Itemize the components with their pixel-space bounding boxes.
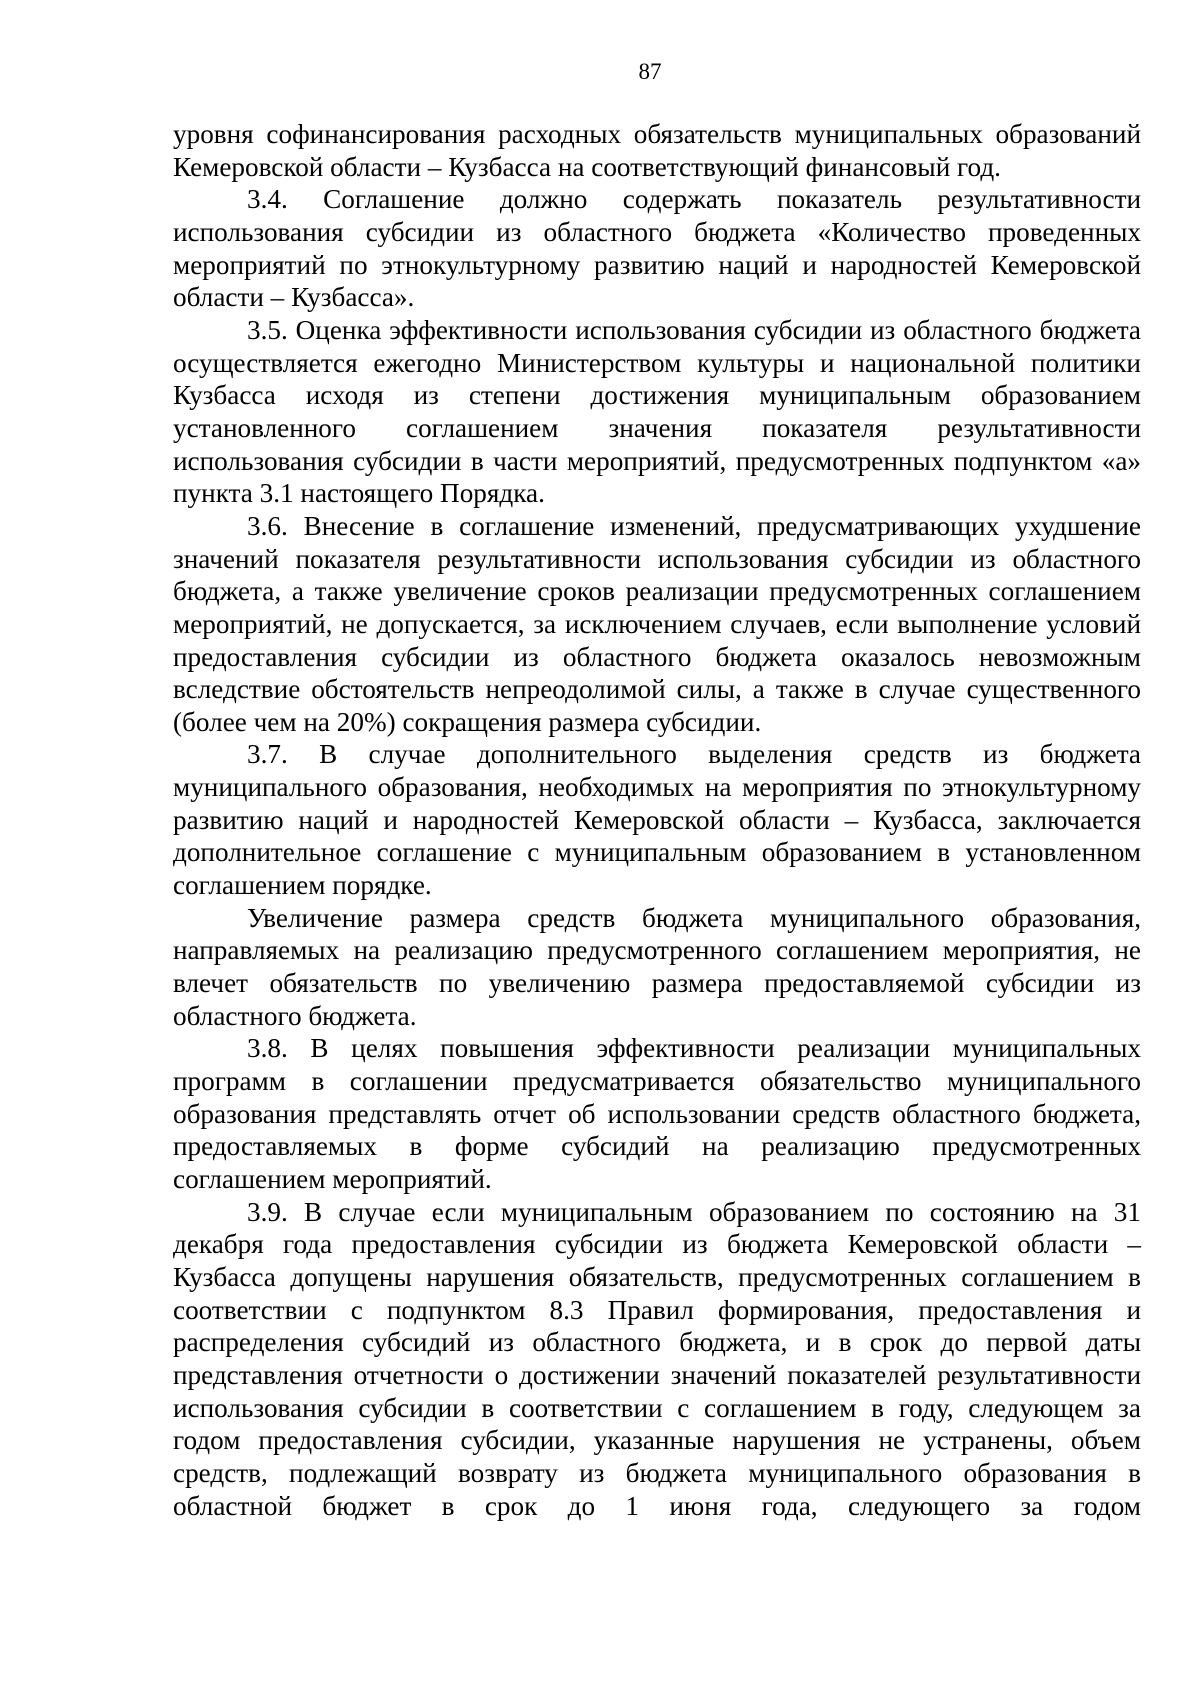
page-number: 87: [638, 59, 662, 84]
document-body: [173, 118, 1141, 1522]
paragraph: 3.5. Оценка эффективности использования субсидии из областного бюджета осуществляется ежегодно Министерством культуры и национальной политики Кузбасса исходя из степени достижения муниципальным образованием установленного соглашением значения показателя результативности использования субсидии в части мероприятий, предусмотренных подпунктом «а» пункта 3.1 настоящего Порядка.: [173, 314, 1141, 509]
paragraph: 3.4. Соглашение должно содержать показатель результативности использования субсидии из областного бюджета «Количество проведенных мероприятий по этнокультурному развитию наций и народностей Кемеровской области – Кузбасса».: [173, 184, 1141, 313]
paragraph: 3.9. В случае если муниципальным образованием по состоянию на 31 декабря года предоставления субсидии из бюджета Кемеровской области – Кузбасса допущены нарушения обязательств, предусмотренных соглашением в соответствии с подпунктом 8.3 Правил формирования, предоставления и распределения субсидий из областного бюджета, и в срок до первой даты представления отчетности о достижении значений показателей результативности использования субсидии в соответствии с соглашением в году, следующем за годом предоставления субсидии, указанные нарушения не устранены, объем средств, подлежащий возврату из бюджета муниципального образования в областной бюджет в срок до 1 июня года, следующего за годом: [173, 1196, 1141, 1521]
paragraph: 3.7. В случае дополнительного выделения средств из бюджета муниципального образования, необходимых на мероприятия по этнокультурному развитию наций и народностей Кемеровской области – Кузбасса, заключается дополнительное соглашение с муниципальным образованием в установленном соглашением порядке.: [173, 739, 1141, 901]
paragraph: уровня софинансирования расходных обязательств муниципальных образований Кемеровской области – Кузбасса на соответствующий финансовый год.: [173, 119, 1141, 182]
paragraph: 3.8. В целях повышения эффективности реализации муниципальных программ в соглашении предусматривается обязательство муниципального образования представлять отчет об использовании средств областного бюджета, предоставляемых в форме субсидий на реализацию предусмотренных соглашением мероприятий.: [173, 1033, 1141, 1194]
paragraph: 3.6. Внесение в соглашение изменений, предусматривающих ухудшение значений показателя результативности использования субсидии из областного бюджета, а также увеличение сроков реализации предусмотренных соглашением мероприятий, не допускается, за исключением случаев, если выполнение условий предоставления субсидии из областного бюджета оказалось невозможным вследствие обстоятельств непреодолимой силы, а также в случае существенного (более чем на 20%) сокращения размера субсидии.: [173, 510, 1141, 737]
paragraph: Увеличение размера средств бюджета муниципального образования, направляемых на реализацию предусмотренного соглашением мероприятия, не влечет обязательств по увеличению размера предоставляемой субсидии из областного бюджета.: [173, 902, 1141, 1031]
